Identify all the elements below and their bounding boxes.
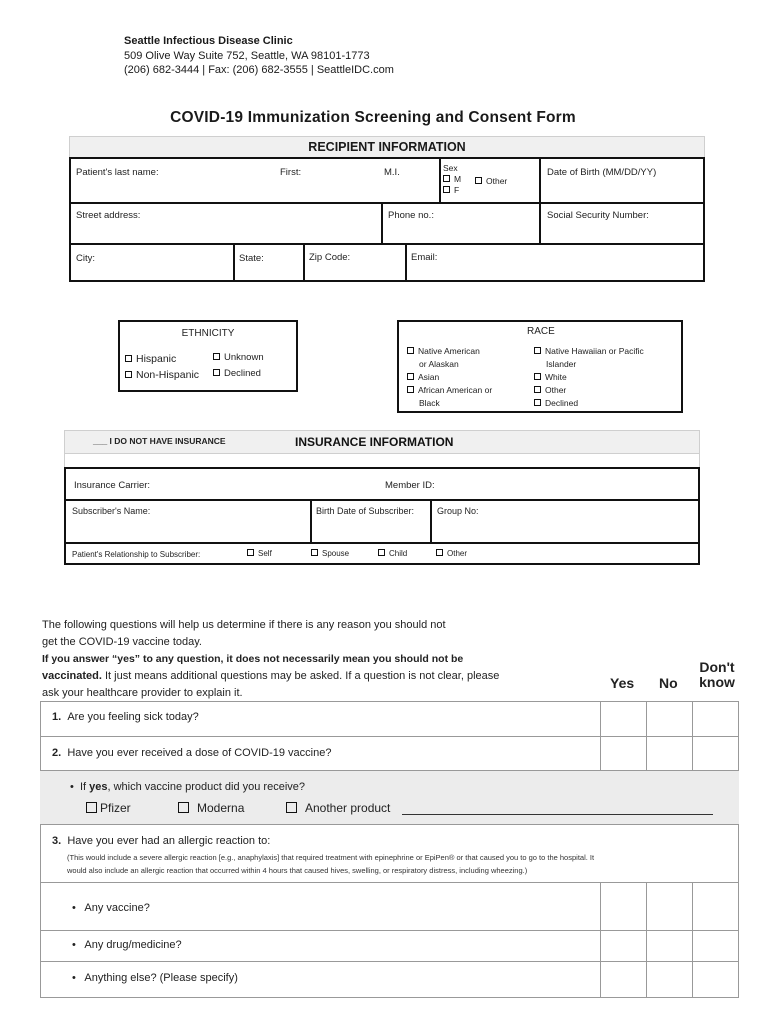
q1-text: Are you feeling sick today? [67, 711, 199, 723]
another-product-checkbox[interactable] [286, 802, 297, 813]
relationship-label: Patient's Relationship to Subscriber: [72, 550, 201, 559]
sex-m-checkbox[interactable] [443, 175, 450, 182]
clinic-contact: (206) 682-3444 | Fax: (206) 682-3555 | SeattleIDC.com [124, 64, 394, 76]
question-row-3 [40, 824, 739, 882]
q3a-yes-cell[interactable] [601, 883, 646, 931]
dont-know-line-2: know [699, 674, 735, 690]
sex-other-label: Other [486, 176, 508, 186]
non-hispanic-checkbox[interactable] [125, 371, 132, 378]
no-header: No [659, 675, 678, 691]
ethnicity-box [118, 320, 298, 392]
dont-know-header [694, 660, 740, 690]
q2-yes-cell[interactable] [601, 737, 646, 771]
q1-no-cell[interactable] [647, 701, 692, 736]
sex-f-label: F [454, 185, 460, 195]
group-no-field[interactable]: Group No: [437, 506, 479, 516]
african-american-checkbox[interactable] [407, 386, 414, 393]
pfizer-label: Pfizer [100, 801, 131, 815]
form-title: COVID-19 Immunization Screening and Consent Form [170, 109, 576, 126]
question-row-3c: • Anything else? (Please specify) [40, 961, 739, 998]
dont-know-line-1: Don't [699, 659, 735, 675]
q2-sub-pre: If [79, 781, 90, 793]
sex-other-checkbox[interactable] [475, 177, 482, 184]
clinic-name: Seattle Infectious Disease Clinic [124, 35, 293, 47]
another-product-line[interactable] [402, 814, 713, 815]
clinic-address: 509 Olive Way Suite 752, Seattle, WA 98101-1773 [124, 49, 370, 62]
q2-dont-know-cell[interactable] [693, 737, 738, 771]
question-row-1 [40, 701, 739, 736]
african-american-label: African American or [418, 385, 493, 395]
native-hawaiian-checkbox[interactable] [534, 347, 541, 354]
q3a-no-cell[interactable] [647, 883, 692, 931]
city-field[interactable]: City: [76, 253, 95, 264]
q3-number: 3. [52, 835, 62, 847]
hispanic-checkbox[interactable] [125, 355, 132, 362]
q2-sub-text: , which vaccine product did you receive? [107, 781, 305, 793]
q2-number: 2. [52, 747, 62, 759]
q3-text: Have you ever had an allergic reaction to: [67, 835, 271, 847]
q2-text: Have you ever received a dose of COVID-19 vaccine? [67, 747, 332, 759]
q3c-no-cell[interactable] [647, 962, 692, 999]
insurance-other-checkbox[interactable] [436, 549, 443, 556]
race-header: RACE [527, 326, 555, 337]
no-insurance-option[interactable]: ___ I DO NOT HAVE INSURANCE [93, 436, 226, 446]
q3c-text: Anything else? (Please specify) [84, 972, 238, 984]
sex-f-checkbox[interactable] [443, 186, 450, 193]
q3-note-1: (This would include a severe allergic reaction [e.g., anaphylaxis] that required treatment with epinephrine or EpiPen® or that caused you to go to the hospital. It [67, 853, 595, 862]
moderna-checkbox[interactable] [178, 802, 189, 813]
native-american-label: Native American [418, 346, 480, 356]
dob-field[interactable]: Date of Birth (MM/DD/YY) [547, 167, 657, 178]
q3b-text: Any drug/medicine? [84, 939, 182, 951]
recipient-table [69, 157, 705, 282]
self-label: Self [258, 549, 272, 558]
race-other-checkbox[interactable] [534, 386, 541, 393]
state-field[interactable]: State: [239, 253, 264, 264]
spouse-label: Spouse [322, 549, 350, 558]
question-row-3a: • Any vaccine? [40, 882, 739, 930]
sex-label: Sex [443, 163, 458, 173]
insurance-header: INSURANCE INFORMATION [295, 435, 454, 449]
intro-line-2: get the COVID-19 vaccine today. [42, 636, 202, 648]
white-checkbox[interactable] [534, 373, 541, 380]
subscriber-dob-field[interactable]: Birth Date of Subscriber: [316, 506, 415, 516]
question-row-2-sub: • If yes, which vaccine product did you receive? Pfizer Moderna Another product [40, 770, 739, 824]
clinic-header [124, 34, 394, 78]
race-box [397, 320, 683, 413]
question-row-3b: • Any drug/medicine? [40, 930, 739, 961]
self-checkbox[interactable] [247, 549, 254, 556]
street-field[interactable]: Street address: [76, 210, 141, 221]
insurance-carrier-field[interactable]: Insurance Carrier: [74, 480, 151, 491]
intro-line-4: ask your healthcare provider to explain it. [42, 687, 243, 699]
q2-no-cell[interactable] [647, 737, 692, 771]
race-other-label: Other [545, 385, 567, 395]
insurance-other-label: Other [447, 549, 468, 558]
q1-number: 1. [52, 711, 62, 723]
ssn-field[interactable]: Social Security Number: [547, 210, 649, 221]
native-american-checkbox[interactable] [407, 347, 414, 354]
child-checkbox[interactable] [378, 549, 385, 556]
race-declined-checkbox[interactable] [534, 399, 541, 406]
last-name-field[interactable]: Patient's last name: [76, 167, 159, 178]
declined-label: Declined [224, 368, 261, 379]
middle-initial-field[interactable]: M.I. [384, 167, 400, 178]
member-id-field[interactable]: Member ID: [385, 480, 435, 491]
native-american-label-2: or Alaskan [419, 359, 459, 369]
sex-field [443, 163, 461, 196]
q3b-no-cell[interactable] [647, 931, 692, 962]
intro-line-1: The following questions will help us determine if there is any reason you should not [42, 619, 446, 631]
white-label: White [545, 372, 567, 382]
ethnicity-header: ETHNICITY [181, 328, 235, 339]
non-hispanic-label: Non-Hispanic [136, 369, 200, 381]
asian-label: Asian [418, 372, 440, 382]
q3a-dont-know-cell[interactable] [693, 883, 738, 931]
zip-field[interactable]: Zip Code: [309, 252, 351, 263]
moderna-label: Moderna [197, 801, 245, 815]
intro-bold-line: If you answer “yes” to any question, it does not necessarily mean you should not be [42, 653, 464, 665]
insurance-table [64, 467, 700, 565]
q3b-dont-know-cell[interactable] [693, 931, 738, 962]
intro-line-3: It just means additional questions may be asked. If a question is not clear, please [101, 670, 500, 682]
phone-field[interactable]: Phone no.: [388, 210, 434, 221]
pfizer-checkbox[interactable] [86, 802, 97, 813]
q3c-yes-cell[interactable] [601, 962, 646, 999]
unknown-label: Unknown [224, 352, 264, 363]
insurance-spacer [64, 454, 700, 468]
hispanic-label: Hispanic [136, 353, 177, 365]
subscriber-name-field[interactable]: Subscriber's Name: [72, 506, 151, 516]
unknown-checkbox[interactable] [213, 353, 220, 360]
q3b-yes-cell[interactable] [601, 931, 646, 962]
recipient-header: RECIPIENT INFORMATION [69, 136, 705, 158]
first-name-field[interactable]: First: [280, 167, 302, 178]
email-field[interactable]: Email: [411, 252, 438, 263]
sex-other-option [475, 176, 507, 186]
intro-bold-2: vaccinated. [42, 670, 102, 682]
sex-m-label: M [454, 174, 462, 184]
q3c-dont-know-cell[interactable] [693, 962, 738, 999]
q3-note-2: would also include an allergic reaction that occurred within 4 hours that caused hives, swelling, or respiratory distress, including wheezing.) [67, 866, 528, 875]
q2-sub-yes: yes [89, 781, 108, 793]
asian-checkbox[interactable] [407, 373, 414, 380]
spouse-checkbox[interactable] [311, 549, 318, 556]
yes-header: Yes [610, 675, 635, 691]
declined-checkbox[interactable] [213, 369, 220, 376]
q3a-text: Any vaccine? [84, 902, 150, 914]
native-hawaiian-label: Native Hawaiian or Pacific [545, 346, 644, 356]
question-row-2 [40, 736, 739, 770]
insurance-header-bar [64, 430, 700, 454]
q1-yes-cell[interactable] [601, 701, 646, 736]
another-product-label: Another product [305, 801, 391, 815]
child-label: Child [389, 549, 408, 558]
native-hawaiian-label-2: Islander [546, 359, 577, 369]
intro-text [42, 617, 499, 702]
race-declined-label: Declined [545, 398, 579, 408]
q1-dont-know-cell[interactable] [693, 701, 738, 736]
african-american-label-2: Black [419, 398, 440, 408]
